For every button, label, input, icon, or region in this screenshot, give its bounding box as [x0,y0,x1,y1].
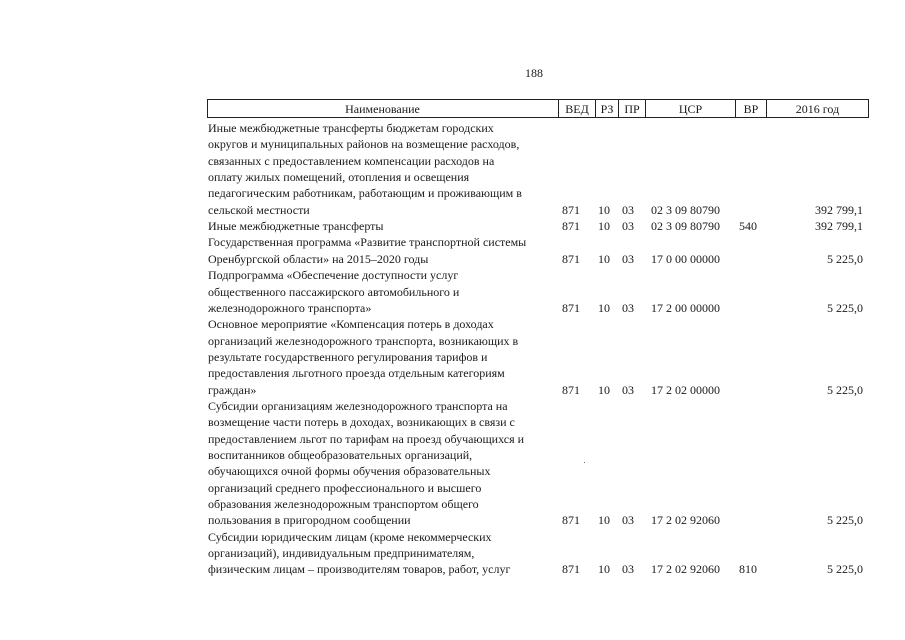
header-pr: ПР [624,102,640,116]
row-amount: 5 225,0 [827,382,863,397]
row-name-line: образования железнодорожным транспортом общего [208,497,479,512]
row-csr: 02 3 09 80790 [651,219,720,234]
row-vr: 810 [739,562,757,577]
row-name-line: организаций железнодорожного транспорта, возникающих в [208,333,519,348]
row-ved: 871 [562,562,580,577]
row-name-line: пользования в пригородном сообщении [208,513,411,528]
row-name-line: граждан» [208,382,257,397]
row-name-line: Субсидии организациям железнодорожного транспорта на [208,398,508,413]
row-name-line: физическим лицам – производителям товаров, работ, услуг [208,562,511,577]
table-header [207,99,869,118]
row-name-line: Субсидии юридическим лицам (кроме некоммерческих [208,529,492,544]
row-name-line: Подпрограмма «Обеспечение доступности услуг [208,268,459,283]
row-ved: 871 [562,219,580,234]
row-name-line: предоставления льготного проезда отдельным категориям [208,366,505,381]
scan-speck [584,462,585,463]
page-number: 188 [525,66,543,80]
header-rz: РЗ [600,102,614,116]
row-rz: 10 [598,562,610,577]
row-amount: 5 225,0 [827,513,863,528]
row-csr: 17 2 00 00000 [651,300,720,315]
row-name-line: педагогическим работникам, работающим и проживающим в [208,186,522,201]
row-rz: 10 [598,300,610,315]
row-csr: 02 3 09 80790 [651,202,720,217]
row-name-line: организаций), индивидуальным предпринимателям, [208,546,475,561]
row-ved: 871 [562,202,580,217]
row-name-line: железнодорожного транспорта» [208,300,372,315]
row-name-line: округов и муниципальных районов на возмещение расходов, [208,137,520,152]
row-csr: 17 2 02 92060 [651,513,720,528]
header-name: Наименование [345,102,420,116]
row-rz: 10 [598,219,610,234]
row-rz: 10 [598,513,610,528]
row-ved: 871 [562,382,580,397]
row-amount: 5 225,0 [827,251,863,266]
row-pr: 03 [622,513,634,528]
header-ved: ВЕД [565,102,589,116]
row-rz: 10 [598,382,610,397]
header-vr: ВР [743,102,759,116]
row-csr: 17 2 02 92060 [651,562,720,577]
row-name-line: предоставлением льгот по тарифам на проезд обучающихся и [208,431,525,446]
row-pr: 03 [622,562,634,577]
header-csr: ЦСР [678,102,703,116]
row-name-line: Основное мероприятие «Компенсация потерь в доходах [208,317,494,332]
row-pr: 03 [622,251,634,266]
row-name-line: Иные межбюджетные трансферты бюджетам городских [208,121,494,135]
row-rz: 10 [598,202,610,217]
row-rz: 10 [598,251,610,266]
header-year: 2016 год [795,102,840,116]
row-name-line: возмещение части потерь в доходах, возникающих в связи с [208,415,515,430]
row-name-line: результате государственного регулирования тарифов и [208,349,488,364]
row-vr: 540 [739,219,757,234]
row-ved: 871 [562,251,580,266]
row-name-line: оплату жилых помещений, отопления и освещения [208,170,470,185]
row-pr: 03 [622,382,634,397]
row-csr: 17 2 02 00000 [651,382,720,397]
row-pr: 03 [622,300,634,315]
row-name-line: общественного пассажирского автомобильного и [208,284,460,299]
row-pr: 03 [622,219,634,234]
row-amount: 392 799,1 [815,219,863,234]
row-name-line: сельской местности [208,202,310,217]
row-name-line: организаций среднего профессионального и высшего [208,480,482,495]
row-amount: 392 799,1 [815,202,863,217]
row-name-line: воспитанников общеобразовательных организаций, [208,448,473,462]
row-amount: 5 225,0 [827,562,863,577]
row-name-line: Иные межбюджетные трансферты [208,219,384,234]
row-name-line: Оренбургской области» на 2015–2020 годы [208,251,429,266]
row-pr: 03 [622,202,634,217]
row-name-line: обучающихся очной формы обучения образовательных [208,464,491,479]
row-ved: 871 [562,300,580,315]
row-ved: 871 [562,513,580,528]
row-csr: 17 0 00 00000 [651,251,720,266]
row-name-line: связанных с предоставлением компенсации расходов на [208,153,495,168]
row-name-line: Государственная программа «Развитие транспортной системы [208,235,527,250]
row-amount: 5 225,0 [827,300,863,315]
